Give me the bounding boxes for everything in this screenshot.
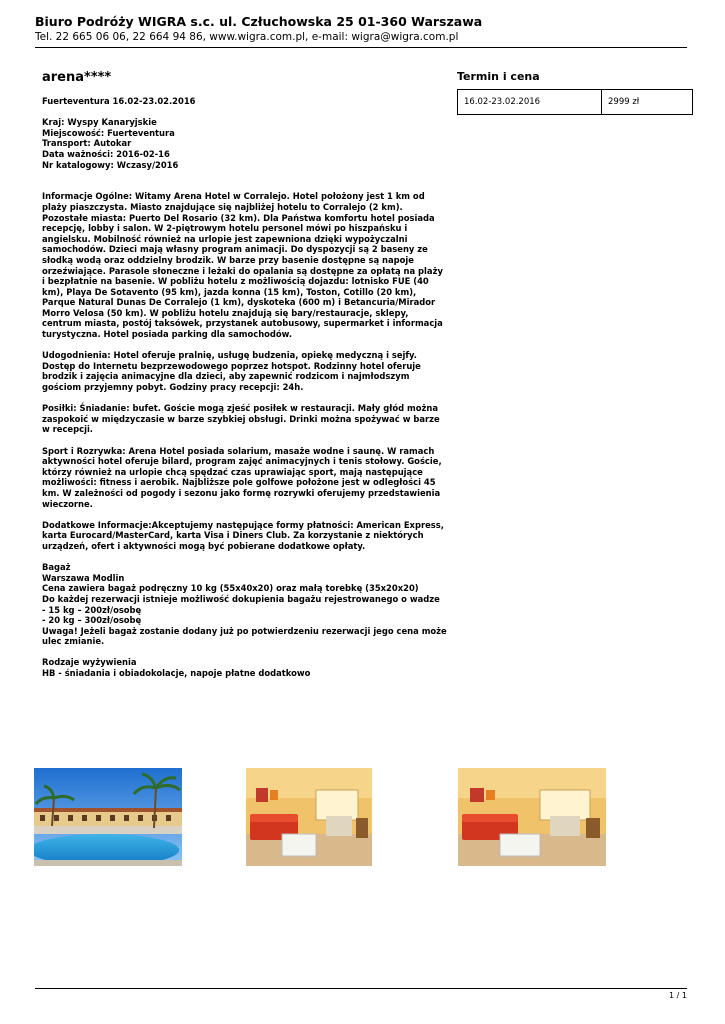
paragraph-additional-info: Dodatkowe Informacje:Akceptujemy następujące formy płatności: American Express, karta Eurocard/MasterCard, karta Visa i Diners Club. Za korzystanie z niektórych urządzeń, ofert i aktywności mogą być pobierane dodatkowe opłaty. xyxy=(42,519,444,551)
detail-country: Kraj: Wyspy Kanaryjskie xyxy=(42,117,157,128)
header-divider xyxy=(35,47,687,48)
term-price: 2999 zł xyxy=(602,90,693,115)
offer-description xyxy=(42,70,447,679)
agency-contact: Tel. 22 665 06 06, 22 664 94 86, www.wigra.com.pl, e-mail: wigra@wigra.com.pl xyxy=(35,31,459,43)
hotel-room-photo xyxy=(458,768,606,866)
paragraph-meals: Posiłki: Śniadanie: bufet. Goście mogą zjeść posiłek w restauracji. Mały głód można zaspokoić w międzyczasie w barze szybkiej obsługi. Drinki można spożywać w barze w recepcji. xyxy=(42,403,440,435)
page-number: 1 / 1 xyxy=(669,991,687,1000)
detail-location: Miejscowość: Fuerteventura xyxy=(42,127,175,138)
hotel-room-photo xyxy=(246,768,372,866)
table-row xyxy=(458,90,693,115)
board-heading: Rodzaje wyżywienia xyxy=(42,657,137,668)
paragraph-sport: Sport i Rozrywka: Arena Hotel posiada solarium, masaże wodne i saunę. W ramach aktywności hotel oferuje bilard, program zajęć animacyjnych i tenis stołowy. Goście, którzy również na urlopie chcą spędzać czas uprawiając sport, mają następujące możliwości: fitness i aerobik. Najbliższe pole golfowe położone jest w odległości 45 km. W zależności od pogody i sezonu jako formę rozrywki oferujemy przedstawienia wieczorne. xyxy=(42,445,442,509)
baggage-option-15kg: - 15 kg – 200zł/osobę xyxy=(42,604,142,615)
baggage-included: Cena zawiera bagaż podręczny 10 kg (55x40x20) oraz małą torebkę (35x20x20) xyxy=(42,583,419,594)
board-type: HB - śniadania i obiadokolacje, napoje płatne dodatkowo xyxy=(42,668,311,679)
footer-divider xyxy=(35,988,687,989)
baggage-option-20kg: - 20 kg – 300zł/osobę xyxy=(42,615,142,626)
detail-transport: Transport: Autokar xyxy=(42,138,132,149)
baggage-airport: Warszawa Modlin xyxy=(42,572,125,583)
board-section xyxy=(42,657,447,678)
pricing-title: Termin i cena xyxy=(457,70,540,83)
hotel-pool-photo xyxy=(34,768,182,866)
pricing-panel xyxy=(457,70,693,115)
baggage-heading: Bagaż xyxy=(42,562,71,573)
offer-subtitle: Fuerteventura 16.02-23.02.2016 xyxy=(42,96,196,106)
offer-details xyxy=(42,117,447,170)
agency-name: Biuro Podróży WIGRA s.c. ul. Człuchowska 25 01-360 Warszawa xyxy=(35,14,483,29)
term-dates: 16.02-23.02.2016 xyxy=(458,90,602,115)
offer-title: arena**** xyxy=(42,70,112,85)
baggage-section xyxy=(42,562,447,647)
detail-catalog-number: Nr katalogowy: Wczasy/2016 xyxy=(42,159,179,170)
baggage-warning: Uwaga! Jeżeli bagaż zostanie dodany już po potwierdzeniu rezerwacji jego cena może ulec zmianie. xyxy=(42,625,447,647)
pricing-table xyxy=(457,89,693,115)
paragraph-amenities: Udogodnienia: Hotel oferuje pralnię, usługę budzenia, opiekę medyczną i sejfy. Dostęp do Internetu bezprzewodowego poprzez hotspot. Rodzinny hotel oferuje brodzik i zajęcia animacyjne dla dzieci, aby zapewnić rodzicom i najmłodszym gościom przyjemny pobyt. Godziny pracy recepcji: 24h. xyxy=(42,350,421,393)
paragraph-general-info: Informacje Ogólne: Witamy Arena Hotel w Corralejo. Hotel położony jest 1 km od plaży piaszczysta. Miasto znajdujące się najbliżej hotelu to Corralejo (2 km). Pozostałe miasta: Puerto Del Rosario (32 km). Dla Państwa komfortu hotel posiada recepcję, lobby i salon. W 2-piętrowym hotelu personel mówi po hiszpańsku i angielsku. Mobilność również na urlopie jest zapewniona dzięki wypożyczalni samochodów. Dzieci mają własny program animacji. Do dyspozycji są 2 baseny ze słodką wodą oraz oddzielny brodzik. W barze przy basenie dostępne są napoje orzeźwiające. Parasole słoneczne i leżaki do opalania są dostępne za opłatą na plaży i bezpłatnie na basenie. W pobliżu hotelu z możliwością dojazdu: lotnisko FUE (40 km), Playa De Sotavento (95 km), jazda konna (15 km), Toston, Cotillo (20 km), Parque Natural Dunas De Corralejo (1 km), dyskoteka (600 m) i Betancuria/Mirador Morro Velosa (50 km). W pobliżu hotelu znajdują się bary/restauracje, sklepy, centrum miasta, postój taksówek, przystanek autobusowy, supermarket i informacja turystyczna. Hotel posiada parking dla samochodów. xyxy=(42,191,443,340)
baggage-extra-info: Do każdej rezerwacji istnieje możliwość dokupienia bagażu rejestrowanego o wadze xyxy=(42,593,440,604)
detail-valid-date: Data ważności: 2016-02-16 xyxy=(42,148,170,159)
